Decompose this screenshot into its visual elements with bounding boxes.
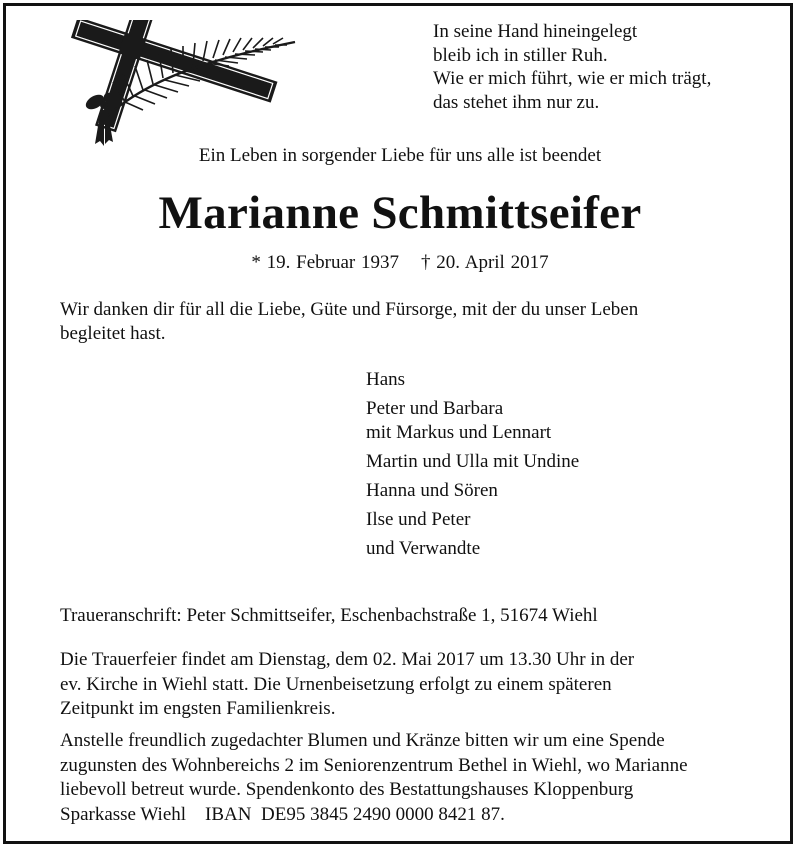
life-dates [0, 252, 800, 274]
family-member [366, 397, 746, 445]
service-line: Die Trauerfeier findet am Dienstag, dem 02. Mai 2017 um 13.30 Uhr in der [60, 649, 635, 670]
family-member [366, 479, 746, 503]
intro-text: Ein Leben in sorgender Liebe für uns alle ist beendet [198, 145, 602, 166]
cross-palm-icon [55, 20, 300, 148]
thanks-text [60, 298, 750, 346]
family-member-line: Ilse und Peter [366, 509, 471, 530]
family-member-line: Hans [366, 369, 406, 390]
family-member-line: Hanna und Sören [366, 480, 498, 501]
family-member-line: mit Markus und Lennart [366, 422, 552, 443]
thanks-line: Wir danken dir für all die Liebe, Güte und Fürsorge, mit der du unser Leben [60, 299, 639, 320]
verse [433, 20, 773, 114]
verse-line: bleib ich in stiller Ruh. [433, 44, 608, 66]
death-date: † 20. April 2017 [421, 252, 549, 273]
mourning-address: Traueranschrift: Peter Schmittseifer, Eschenbachstraße 1, 51674 Wiehl [60, 605, 598, 626]
service-line: Zeitpunkt im engsten Familienkreis. [60, 698, 336, 719]
family-list [366, 368, 746, 566]
family-member [366, 537, 746, 561]
family-member [366, 368, 746, 392]
service-line: ev. Kirche in Wiehl statt. Die Urnenbeisetzung erfolgt zu einem späteren [60, 673, 612, 695]
family-member-line: Martin und Ulla mit Undine [366, 451, 580, 472]
birth-date: * 19. Februar 1937 [251, 252, 400, 273]
family-member-line: und Verwandte [366, 538, 481, 559]
thanks-line: begleitet hast. [60, 323, 166, 344]
donation-line: liebevoll betreut wurde. Spendenkonto des Bestattungshauses Kloppenburg [60, 779, 634, 800]
verse-line: In seine Hand hineingelegt [433, 21, 638, 42]
donation-line: Sparkasse Wiehl IBAN DE95 3845 2490 0000 8421 87. [60, 803, 505, 825]
family-member [366, 508, 746, 532]
family-member [366, 450, 746, 474]
donation-line: zugunsten des Wohnbereichs 2 im Seniorenzentrum Bethel in Wiehl, wo Marianne [60, 754, 688, 776]
donation-text [60, 729, 775, 827]
donation-line: Anstelle freundlich zugedachter Blumen und Kränze bitten wir um eine Spende [60, 730, 665, 751]
verse-line: das stehet ihm nur zu. [433, 91, 600, 113]
verse-line: Wie er mich führt, wie er mich trägt, [433, 68, 712, 89]
funeral-service-text [60, 648, 760, 722]
deceased-name: Marianne Schmittseifer [158, 187, 642, 239]
family-member-line: Peter und Barbara [366, 398, 504, 419]
